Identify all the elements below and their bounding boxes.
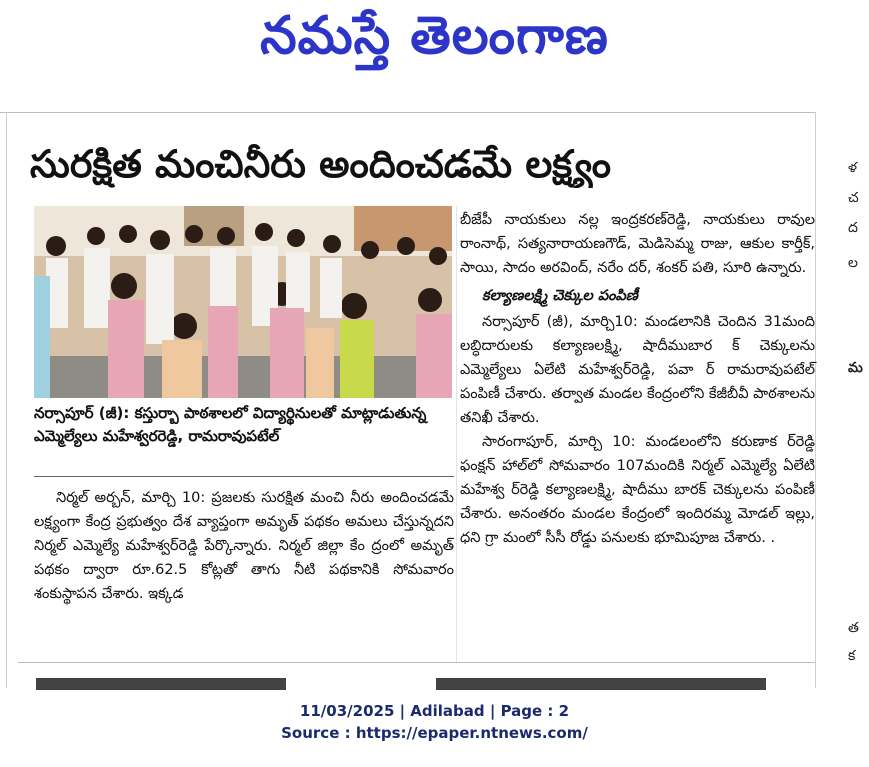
- left-column: [34, 486, 454, 606]
- article-photo: [34, 206, 452, 398]
- top-rule: [0, 112, 815, 113]
- bottom-rule: [18, 662, 815, 663]
- right-paragraph-1: బీజేపీ నాయకులు నల్ల ఇంద్రకరణ్‌రెడ్డి, నాయకులు రావుల రాంనాథ్, సత్యనారాయణగౌడ్, మెడిసెమ్మ రాజు, ఆకుల కార్తీక్, సాయి, సాదం అరవింద్, నరేం దర్, శంకర్ పతి, సూరి ఉన్నారు.: [460, 212, 815, 276]
- left-column-text: నిర్మల్ అర్బన్, మార్చి 10: ప్రజలకు సురక్షిత మంచి నీరు అందించడమే లక్ష్యంగా కేంద్ర ప్రభుత్వం దేశ వ్యాప్తంగా అమృత్ పథకం అమలు చేస్తున్నదని నిర్మల్ ఎమ్మెల్యే మహేశ్వర్‌రెడ్డి పేర్కొన్నారు. నిర్మల్ జిల్లా కేం ద్రంలో అమృత్ పథకం ద్వారా రూ.62.5 కోట్లతో తాగు నీటి పథకానికి సోమవారం శంకుస్థాపన చేశారు. ఇక్కడ: [34, 490, 454, 602]
- edition-info: 11/03/2025 | Adilabad | Page : 2: [299, 702, 570, 720]
- next-article-fragment: [36, 678, 286, 690]
- column-divider: [456, 206, 457, 662]
- source-link[interactable]: Source : https://epaper.ntnews.com/: [281, 724, 588, 742]
- right-border: [815, 112, 816, 688]
- next-article-fragment-2: [436, 678, 766, 690]
- caption-rule: [34, 476, 454, 477]
- right-paragraph-3: సారంగాపూర్, మార్చి 10: మండలంలోని కరుణాక ర్‌రెడ్డి ఫంక్షన్ హాల్‌లో సోమవారం 107మందికి నిర్మల్ ఎమ్మెల్యే ఏలేటి మహేశ్వ ర్‌రెడ్డి కల్యాణలక్ష్మి, షాదీము బారక్ చెక్కులను పంపిణీ చేశారు. అనంతరం మండల కేంద్రంలో ఇందిరమ్మ మోడల్ ఇల్లు, ధని గ్రా మంలో సీసీ రోడ్డు పనులకు భూమిపూజ చేశారు. .: [460, 434, 815, 546]
- section-subhead: కల్యాణలక్ష్మి చెక్కుల పంపిణీ: [482, 288, 638, 304]
- newspaper-logo: నమస్తే తెలంగాణ: [260, 6, 609, 66]
- page-footer: [0, 700, 869, 744]
- photo-caption: నర్సాపూర్ (జీ): కస్తుర్బా పాఠశాలలో విద్యార్థినులతో మాట్లాడుతున్న ఎమ్మెల్యేలు మహేశ్వరరెడ్డి, రామరావుపటేల్: [34, 404, 427, 445]
- right-column: [460, 208, 815, 550]
- left-border: [6, 112, 7, 688]
- right-paragraph-2: నర్సాపూర్ (జీ), మార్చి10: మండలానికి చెందిన 31మంది లబ్ధిదారులకు కల్యాణలక్ష్మి, షాదీముబార క్ చెక్కులను ఎమ్మెల్యేలు ఏలేటి మహేశ్వర్‌రెడ్డి, పవా ర్ రామరావుపటేల్ పంపిణీ చేశారు. తర్వాత మండల కేంద్రంలోని కేజీబీవీ పాఠశాలను తనిఖీ చేశారు.: [460, 314, 815, 426]
- masthead: [0, 0, 869, 86]
- article-headline: సురక్షిత మంచినీరు అందించడమే లక్ష్యం: [30, 142, 612, 186]
- adjacent-column-fragment: ళ చ ద ల మ త క: [848, 160, 863, 664]
